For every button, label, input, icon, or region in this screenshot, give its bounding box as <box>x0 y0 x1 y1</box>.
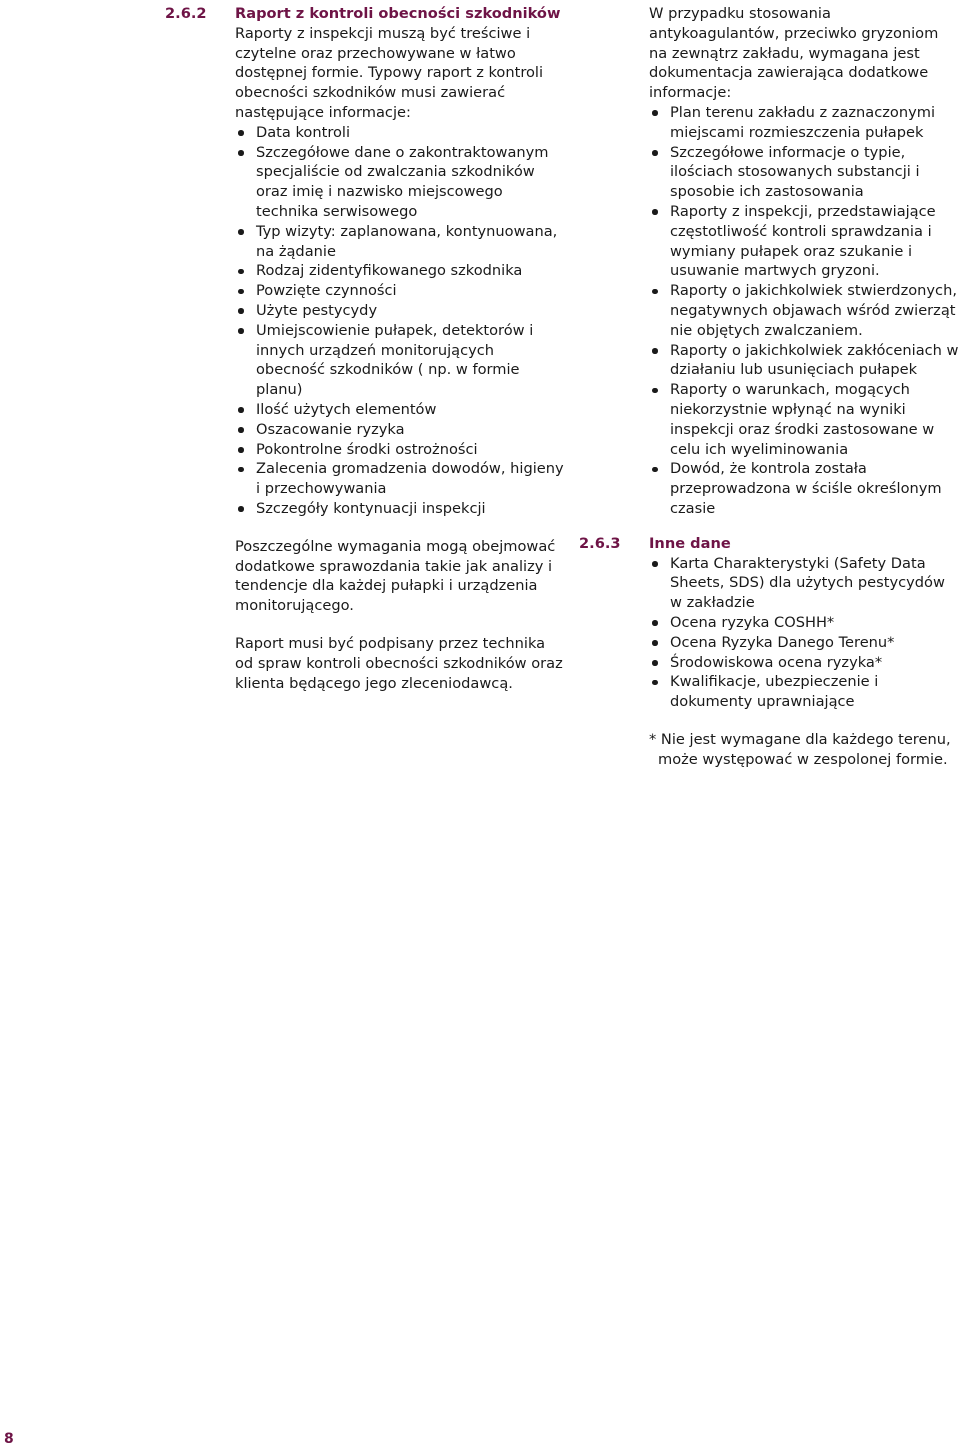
list-item: Raporty z inspekcji, przedstawiające częstotliwość kontroli sprawdzania i wymiany pułapek oraz szukanie i usuwanie martwych gryzoni. <box>649 202 960 281</box>
list-item: Użyte pestycydy <box>235 301 565 321</box>
list-item: Karta Charakterystyki (Safety Data Sheets, SDS) dla użytych pestycydów w zakładzie <box>649 554 960 613</box>
anticoagulant-intro: W przypadku stosowania antykoagulantów, przeciwko gryzoniom na zewnątrz zakładu, wymagana jest dokumentacja zawierająca dodatkowe informacje: <box>649 5 939 102</box>
section-2-6-3 <box>579 534 960 712</box>
list-item: Szczegółowe dane o zakontraktowanym specjaliście od zwalczania szkodników oraz imię i nazwisko miejscowego technika serwisowego <box>235 143 565 222</box>
list-item: Raporty o jakichkolwiek zakłóceniach w działaniu lub usunięciach pułapek <box>649 341 960 381</box>
list-item: Ilość użytych elementów <box>235 400 565 420</box>
anticoagulant-items-list <box>649 103 960 519</box>
list-item: Oszacowanie ryzyka <box>235 420 565 440</box>
list-item: Data kontroli <box>235 123 565 143</box>
section-number: 2.6.2 <box>165 5 207 22</box>
section-body <box>649 534 960 712</box>
list-item: Ocena ryzyka COSHH* <box>649 613 960 633</box>
list-item: Dowód, że kontrola została przeprowadzona w ściśle określonym czasie <box>649 459 960 518</box>
list-item: Rodzaj zidentyfikowanego szkodnika <box>235 261 565 281</box>
other-data-list <box>649 554 960 712</box>
list-item: Środowiskowa ocena ryzyka* <box>649 653 960 673</box>
section-title: Raport z kontroli obecności szkodników <box>235 5 561 22</box>
report-items-list <box>235 123 565 519</box>
list-item: Raporty o jakichkolwiek stwierdzonych, negatywnych objawach wśród zwierząt nie objętych zwalczaniem. <box>649 281 960 340</box>
page-number: 8 <box>4 1431 14 1447</box>
list-item: Umiejscowienie pułapek, detektorów i innych urządzeń monitorujących obecność szkodników ( np. w formie planu) <box>235 321 565 400</box>
left-column <box>165 4 565 693</box>
section-2-6-2 <box>165 4 565 693</box>
signature-paragraph: Raport musi być podpisany przez technika od spraw kontroli obecności szkodników oraz klienta będącego jego zleceniodawcą. <box>235 634 563 692</box>
list-item: Typ wizyty: zaplanowana, kontynuowana, na żądanie <box>235 222 565 262</box>
section-title: Inne dane <box>649 534 731 552</box>
anticoagulant-block <box>649 4 960 519</box>
list-item: Pokontrolne środki ostrożności <box>235 440 565 460</box>
section-body <box>235 4 565 693</box>
footnote: * Nie jest wymagane dla każdego terenu, może występować w zespolonej formie. <box>649 730 951 768</box>
list-item: Raporty o warunkach, mogących niekorzystnie wpłynąć na wyniki inspekcji oraz środki zastosowane w celu ich wyeliminowania <box>649 380 960 459</box>
section-number: 2.6.3 <box>579 534 621 552</box>
list-item: Kwalifikacje, ubezpieczenie i dokumenty uprawniające <box>649 672 960 712</box>
list-item: Szczegółowe informacje o typie, ilościach stosowanych substancji i sposobie ich zastosowania <box>649 143 960 202</box>
additional-requirements-paragraph: Poszczególne wymagania mogą obejmować dodatkowe sprawozdania takie jak analizy i tendencje dla każdej pułapki i urządzenia monitorującego. <box>235 537 556 615</box>
list-item: Powzięte czynności <box>235 281 565 301</box>
list-item: Szczegóły kontynuacji inspekcji <box>235 499 565 519</box>
list-item: Plan terenu zakładu z zaznaczonymi miejscami rozmieszczenia pułapek <box>649 103 960 143</box>
list-item: Zalecenia gromadzenia dowodów, higieny i przechowywania <box>235 459 565 499</box>
list-item: Ocena Ryzyka Danego Terenu* <box>649 633 960 653</box>
right-column <box>579 4 960 769</box>
section-intro: Raporty z inspekcji muszą być treściwe i czytelne oraz przechowywane w łatwo dostępnej formie. Typowy raport z kontroli obecności szkodników musi zawierać następujące informacje: <box>235 24 544 121</box>
